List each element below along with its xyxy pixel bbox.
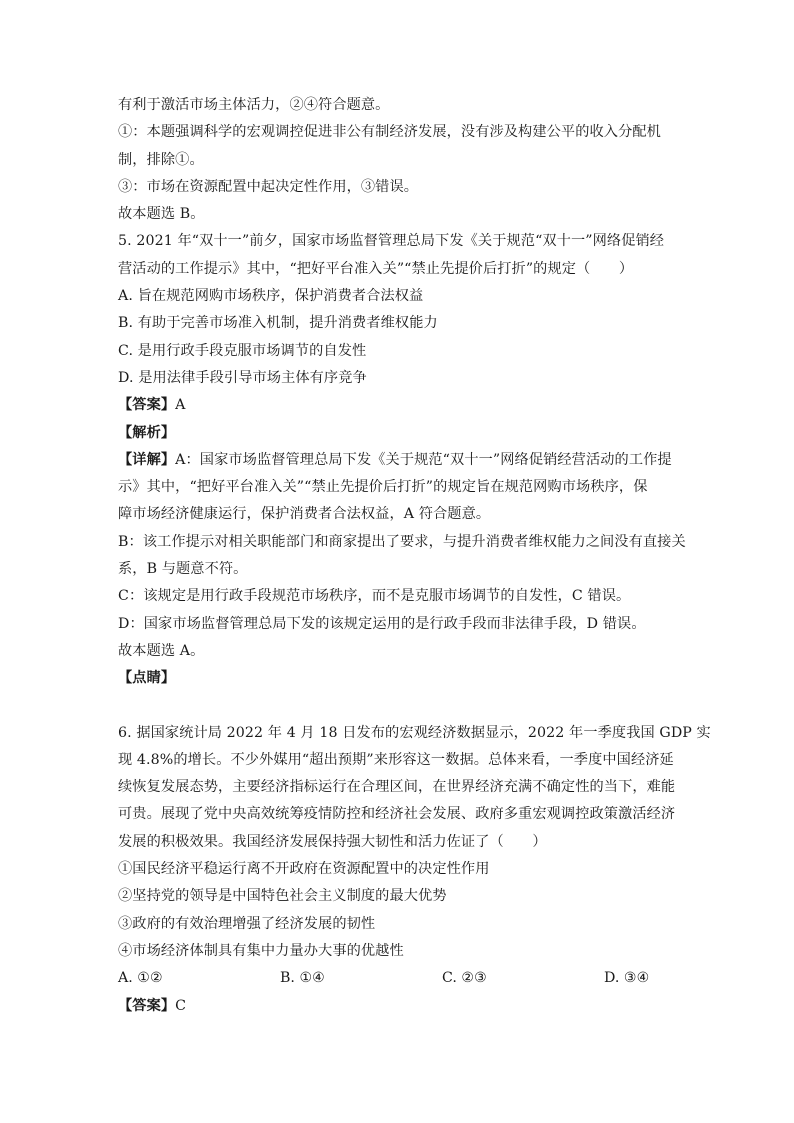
statement-item: ①国民经济平稳运行离不开政府在资源配置中的决定性作用 <box>118 861 490 878</box>
detail-text: A：国家市场监督管理总局下发《关于规范“双十一”网络促销经营活动的工作提 <box>175 451 672 468</box>
conclusion-line: 故本题选 B。 <box>118 206 205 223</box>
answer-value: C <box>175 997 187 1014</box>
option-b: B. 有助于完善市场准入机制，提升消费者维权能力 <box>118 315 438 332</box>
analysis-line <box>118 420 678 447</box>
conclusion-line: 故本题选 A。 <box>118 642 205 659</box>
text-line: 有利于激活市场主体活力，②④符合题意。 <box>118 97 390 113</box>
statement-item: ④市场经济体制具有集中力量办大事的优越性 <box>118 942 404 959</box>
question-6-stem: 现 4.8%的增长。不少外媒用“超出预期”来形容这一数据。总体来看，一季度中国经济延 <box>118 751 674 768</box>
option-a: A. ①② <box>118 970 163 987</box>
answer-tag: 【答案】 <box>118 997 176 1014</box>
comment-tag: 【点睛】 <box>118 670 176 687</box>
option-a: A. 旨在规范网购市场秩序，保护消费者合法权益 <box>118 288 424 305</box>
question-6-stem: 可贵。展现了党中央高效统筹疫情防控和经济社会发展、政府多重宏观调控政策激活经济 <box>118 806 676 823</box>
question-6-stem: 发展的积极效果。我国经济发展保持强大韧性和活力佐证了（ ） <box>118 833 547 850</box>
question-5-stem: 5. 2021 年“双十一”前夕，国家市场监督管理总局下发《关于规范“双十一”网络促销经 <box>118 233 665 250</box>
answer-value: A <box>175 397 186 414</box>
blank-line <box>118 693 678 720</box>
text-line: ③：市场在资源配置中起决定性作用，③错误。 <box>118 178 419 195</box>
statement-item: ③政府的有效治理增强了经济发展的韧性 <box>118 915 376 932</box>
option-d: D. ③④ <box>604 970 650 987</box>
answer-line <box>118 392 678 419</box>
option-b: B. ①④ <box>280 970 325 987</box>
comment-line <box>118 665 678 692</box>
option-d: D. 是用法律手段引导市场主体有序竞争 <box>118 369 367 386</box>
option-c: C. 是用行政手段克服市场调节的自发性 <box>118 342 367 359</box>
detail-line <box>118 447 678 474</box>
text-line: 制，排除①。 <box>118 151 204 168</box>
question-6-stem: 续恢复发展态势，主要经济指标运行在合理区间，在世界经济充满不确定性的当下，难能 <box>118 779 676 796</box>
detail-line: C：该规定是用行政手段规范市场秩序，而不是克服市场调节的自发性，C 错误。 <box>118 588 631 605</box>
analysis-tag: 【解析】 <box>118 424 176 441</box>
answer-tag: 【答案】 <box>118 397 176 414</box>
detail-tag: 【详解】 <box>118 451 176 468</box>
options-row <box>118 965 678 992</box>
detail-line: 障市场经济健康运行，保护消费者合法权益，A 符合题意。 <box>118 506 491 523</box>
document-page <box>118 92 711 1020</box>
question-5-stem: 营活动的工作提示》其中，“把好平台准入关”“禁止先提价后打折”的规定（ ） <box>118 260 634 277</box>
text-line: ①：本题强调科学的宏观调控促进非公有制经济发展，没有涉及构建公平的收入分配机 <box>118 124 661 141</box>
statement-item: ②坚持党的领导是中国特色社会主义制度的最大优势 <box>118 888 447 905</box>
detail-line: B：该工作提示对相关职能部门和商家提出了要求，与提升消费者维权能力之间没有直接关 <box>118 533 686 550</box>
detail-line: 示》其中，“把好平台准入关”“禁止先提价后打折”的规定旨在规范网购市场秩序，保 <box>118 479 648 496</box>
answer-line <box>118 993 678 1020</box>
detail-line: D：国家市场监督管理总局下发的该规定运用的是行政手段而非法律手段，D 错误。 <box>118 615 646 632</box>
detail-line: 系，B 与题意不符。 <box>118 561 248 578</box>
option-c: C. ②③ <box>442 970 487 987</box>
question-6-stem: 6. 据国家统计局 2022 年 4 月 18 日发布的宏观经济数据显示，2022 年一季度我国 GDP 实 <box>118 724 711 741</box>
